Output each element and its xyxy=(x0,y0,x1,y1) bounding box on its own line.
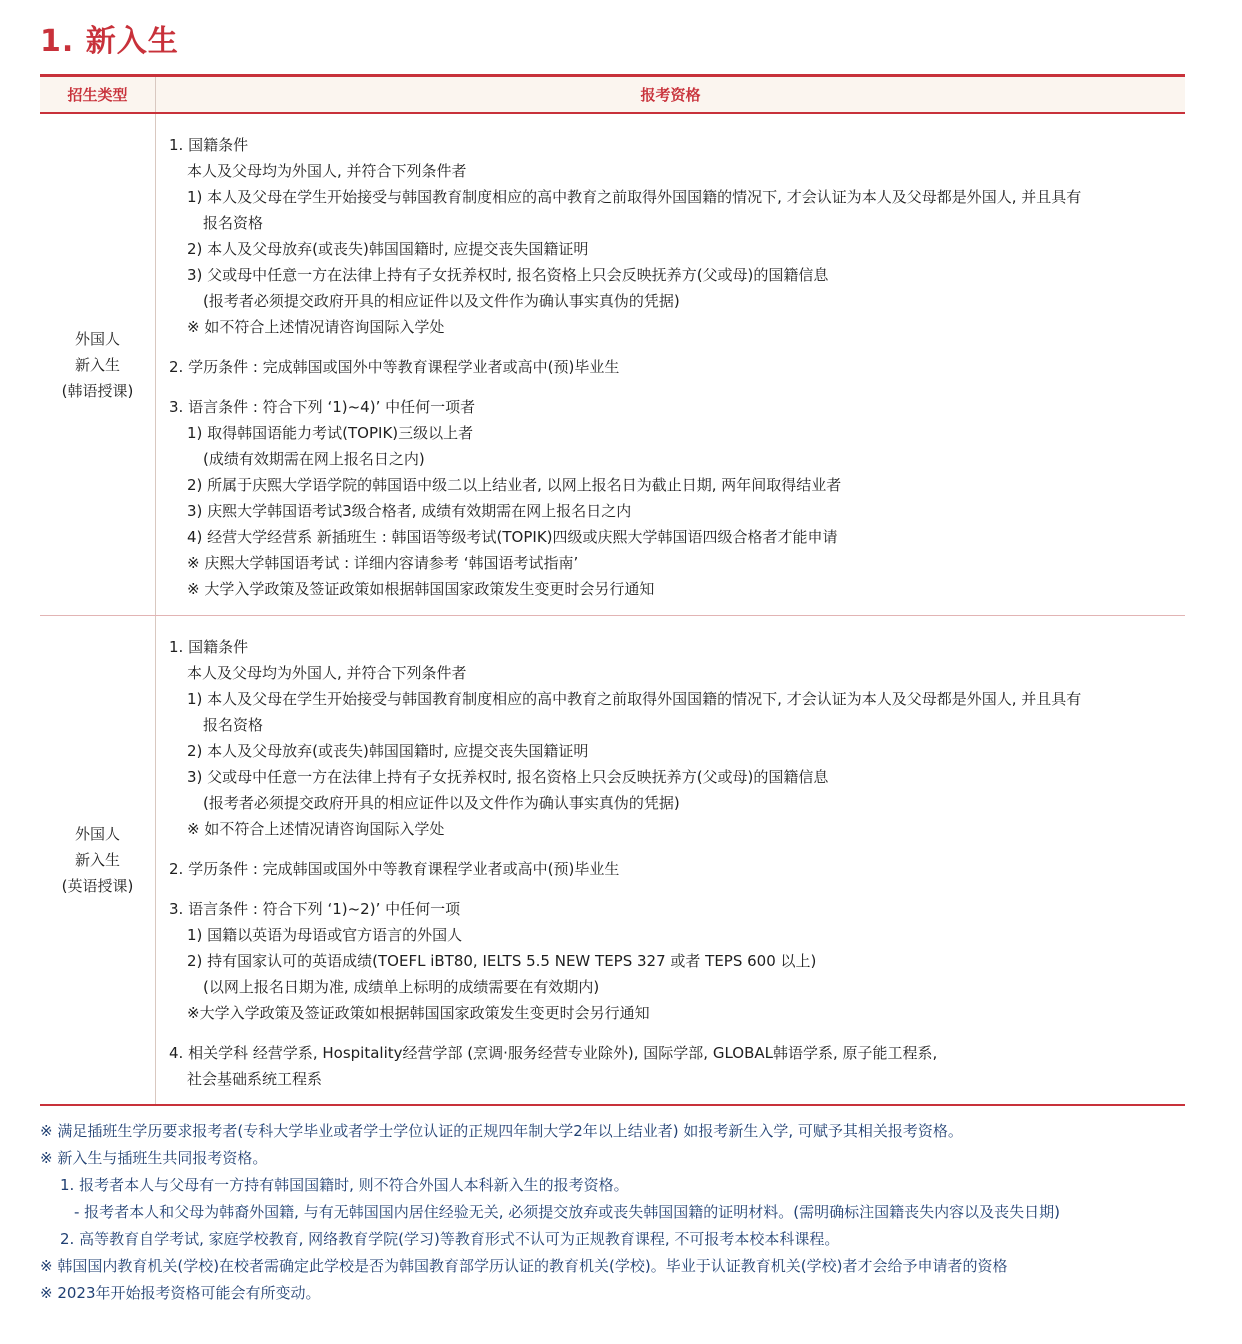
eligibility-line: 2) 本人及父母放弃(或丧失)韩国国籍时, 应提交丧失国籍证明 xyxy=(187,240,589,258)
category-line: (韩语授课) xyxy=(61,381,134,400)
footnote-line: ※ 新入生与插班生共同报考资格。 xyxy=(40,1149,268,1167)
footnote-line: 2. 高等教育自学考试, 家庭学校教育, 网络教育学院(学习)等教育形式不认可为正规教育课程, 不可报考本校本科课程。 xyxy=(60,1230,840,1248)
eligibility-line: 本人及父母均为外国人, 并符合下列条件者 xyxy=(187,162,467,180)
category-line: (英语授课) xyxy=(61,877,134,895)
table-row xyxy=(40,114,1185,616)
eligibility-line: 3) 父或母中任意一方在法律上持有子女抚养权时, 报名资格上只会反映抚养方(父或母)的国籍信息 xyxy=(187,768,829,786)
spacer xyxy=(169,1026,1185,1040)
footnote-line: 1. 报考者本人与父母有一方持有韩国国籍时, 则不符合外国人本科新入生的报考资格。 xyxy=(60,1176,629,1194)
category-cell xyxy=(40,616,156,1104)
eligibility-line: ※ 如不符合上述情况请咨询国际入学处 xyxy=(187,318,445,336)
eligibility-line: 3. 语言条件 : 符合下列 ‘1)~2)’ 中任何一项 xyxy=(169,900,461,918)
eligibility-line: 2. 学历条件 : 完成韩国或国外中等教育课程学业者或高中(预)毕业生 xyxy=(169,860,620,878)
eligibility-line: 报名资格 xyxy=(203,214,264,232)
spacer xyxy=(169,882,1185,896)
eligibility-line: 2) 持有国家认可的英语成绩(TOEFL iBT80, IELTS 5.5 NEW TEPS 327 或者 TEPS 600 以上) xyxy=(187,952,817,970)
footnote-line: ※ 2023年开始报考资格可能会有所变动。 xyxy=(40,1284,321,1302)
footnote-line: ※ 满足插班生学历要求报考者(专科大学毕业或者学士学位认证的正规四年制大学2年以上结业者) 如报考新生入学, 可赋予其相关报考资格。 xyxy=(40,1122,963,1140)
eligibility-line: (以网上报名日期为准, 成绩单上标明的成绩需要在有效期内) xyxy=(203,978,600,996)
footnote-line: ※ 韩国国内教育机关(学校)在校者需确定此学校是否为韩国教育部学历认证的教育机关(学校)。毕业于认证教育机关(学校)者才会给予申请者的资格 xyxy=(40,1257,1008,1275)
eligibility-line: 2) 所属于庆熙大学语学院的韩国语中级二以上结业者, 以网上报名日为截止日期, 两年间取得结业者 xyxy=(187,476,842,494)
eligibility-line: ※ 庆熙大学韩国语考试 : 详细内容请参考 ‘韩国语考试指南’ xyxy=(187,554,579,572)
category-line: 新入生 xyxy=(74,355,120,374)
eligibility-line: 1. 国籍条件 xyxy=(169,638,249,656)
eligibility-line: 4) 经营大学经营系 新插班生 : 韩国语等级考试(TOPIK)四级或庆熙大学韩国语四级合格者才能申请 xyxy=(187,528,838,546)
eligibility-line: 3) 父或母中任意一方在法律上持有子女抚养权时, 报名资格上只会反映抚养方(父或母)的国籍信息 xyxy=(187,266,829,284)
eligibility-line: 报名资格 xyxy=(203,716,264,734)
eligibility-line: 1) 本人及父母在学生开始接受与韩国教育制度相应的高中教育之前取得外国国籍的情况下, 才会认证为本人及父母都是外国人, 并且具有 xyxy=(187,188,1082,206)
eligibility-line: 2. 学历条件 : 完成韩国或国外中等教育课程学业者或高中(预)毕业生 xyxy=(169,358,620,376)
eligibility-line: ※大学入学政策及签证政策如根据韩国国家政策发生变更时会另行通知 xyxy=(187,1004,650,1022)
eligibility-line: (成绩有效期需在网上报名日之内) xyxy=(203,450,425,468)
eligibility-line: (报考者必须提交政府开具的相应证件以及文件作为确认事实真伪的凭据) xyxy=(203,292,680,310)
spacer xyxy=(169,380,1185,394)
eligibility-line: (报考者必须提交政府开具的相应证件以及文件作为确认事实真伪的凭据) xyxy=(203,794,680,812)
table-row xyxy=(40,616,1185,1106)
eligibility-line: ※ 如不符合上述情况请咨询国际入学处 xyxy=(187,820,445,838)
category-cell xyxy=(40,114,156,615)
eligibility-line: 2) 本人及父母放弃(或丧失)韩国国籍时, 应提交丧失国籍证明 xyxy=(187,742,589,760)
category-line: 新入生 xyxy=(74,851,120,869)
eligibility-line: 3) 庆熙大学韩国语考试3级合格者, 成绩有效期需在网上报名日之内 xyxy=(187,502,632,520)
eligibility-line: 1) 取得韩国语能力考试(TOPIK)三级以上者 xyxy=(187,424,474,442)
eligibility-line: ※ 大学入学政策及签证政策如根据韩国国家政策发生变更时会另行通知 xyxy=(187,580,655,598)
footnotes xyxy=(40,1118,1060,1307)
eligibility-table xyxy=(40,74,1185,1106)
spacer xyxy=(169,340,1185,354)
eligibility-line: 4. 相关学科 经营学系, Hospitality经营学部 (烹调·服务经营专业除外), 国际学部, GLOBAL韩语学系, 原子能工程系, xyxy=(169,1044,938,1062)
spacer xyxy=(169,842,1185,856)
eligibility-line: 3. 语言条件 : 符合下列 ‘1)~4)’ 中任何一项者 xyxy=(169,398,476,416)
header-admission-type: 招生类型 xyxy=(40,77,156,112)
eligibility-line: 1) 本人及父母在学生开始接受与韩国教育制度相应的高中教育之前取得外国国籍的情况下, 才会认证为本人及父母都是外国人, 并且具有 xyxy=(187,690,1082,708)
eligibility-line: 本人及父母均为外国人, 并符合下列条件者 xyxy=(187,664,467,682)
eligibility-line: 1. 国籍条件 xyxy=(169,136,249,154)
table-header xyxy=(40,74,1185,114)
category-line: 外国人 xyxy=(74,329,120,348)
eligibility-cell xyxy=(156,114,1185,615)
footnote-line: - 报考者本人和父母为韩裔外国籍, 与有无韩国国内居住经验无关, 必须提交放弃或丧失韩国国籍的证明材料。(需明确标注国籍丧失内容以及丧失日期) xyxy=(74,1203,1060,1221)
page-title: 1. 新入生 xyxy=(40,24,179,59)
eligibility-line: 社会基础系统工程系 xyxy=(187,1070,323,1088)
eligibility-line: 1) 国籍以英语为母语或官方语言的外国人 xyxy=(187,926,463,944)
header-eligibility: 报考资格 xyxy=(640,86,701,104)
eligibility-cell xyxy=(156,616,1185,1104)
category-line: 外国人 xyxy=(74,825,120,843)
